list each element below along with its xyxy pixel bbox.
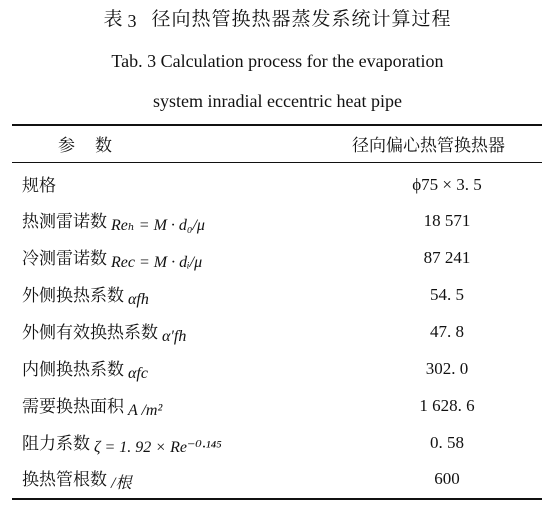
row-formula: αfh (128, 291, 149, 308)
table-header-rule (12, 162, 542, 163)
row-label-text: 热测雷诺数 (22, 212, 107, 232)
row-value: 600 (434, 469, 460, 488)
row-value: 54. 5 (430, 285, 464, 304)
caption-number: 3 (127, 11, 138, 31)
table-row-cold-reynolds (12, 238, 542, 274)
row-label (22, 355, 148, 380)
row-formula: A /m² (128, 402, 163, 419)
caption-prefix: 表 (103, 8, 124, 30)
table-row-required-area (12, 386, 542, 422)
row-label (22, 281, 149, 306)
row-value: 87 241 (423, 248, 471, 267)
header-parameter: 参数 (58, 136, 132, 156)
table-caption-zh (0, 4, 555, 31)
table-caption-en-line1: Tab. 3 Calculation process for the evaporation (111, 51, 444, 71)
row-label-text: 外侧有效换热系数 (22, 323, 158, 343)
table-top-rule (12, 124, 542, 126)
row-label (22, 429, 222, 454)
row-formula: αfc (128, 365, 148, 382)
row-formula: /根 (111, 475, 132, 492)
table-row-hot-reynolds (12, 201, 542, 237)
row-label-text: 需要换热面积 (22, 397, 124, 417)
row-formula: Reₕ = M · d₀/μ (111, 217, 205, 234)
row-formula: ζ = 1. 92 × Re⁻⁰·¹⁴⁵ (94, 439, 222, 456)
row-label-text: 换热管根数 (22, 470, 107, 490)
table-caption-en-line2: system inradial eccentric heat pipe (153, 91, 402, 111)
row-label (22, 244, 202, 269)
caption-title: 径向热管换热器蒸发系统计算过程 (151, 8, 452, 30)
row-label (22, 392, 162, 417)
row-value: 0. 58 (430, 433, 464, 452)
row-value: 47. 8 (430, 322, 464, 341)
header-value: 径向偏心热管换热器 (352, 136, 505, 156)
row-label-text: 规格 (22, 176, 56, 196)
row-label (22, 207, 205, 232)
row-formula: α′fh (162, 328, 187, 345)
row-label-text: 外侧换热系数 (22, 286, 124, 306)
table-row-resistance-coefficient (12, 423, 542, 459)
row-formula: Rec = M · dᵢ/μ (111, 254, 203, 271)
table-row-outer-effective-htc (12, 312, 542, 348)
row-label-text: 阻力系数 (22, 434, 90, 454)
row-label-text: 内侧换热系数 (22, 360, 124, 380)
table-row-inner-htc (12, 349, 542, 385)
row-label (22, 465, 131, 490)
row-value: ϕ75 × 3. 5 (412, 175, 482, 194)
table-row-tube-count (12, 459, 542, 495)
row-label-text: 冷测雷诺数 (22, 249, 107, 269)
row-value: 1 628. 6 (419, 396, 475, 415)
table-row-spec (12, 165, 542, 201)
row-label (22, 318, 186, 343)
row-value: 18 571 (423, 211, 471, 230)
row-label (22, 171, 60, 196)
table-bottom-rule (12, 498, 542, 500)
row-value: 302. 0 (425, 359, 469, 378)
table-row-outer-htc (12, 275, 542, 311)
